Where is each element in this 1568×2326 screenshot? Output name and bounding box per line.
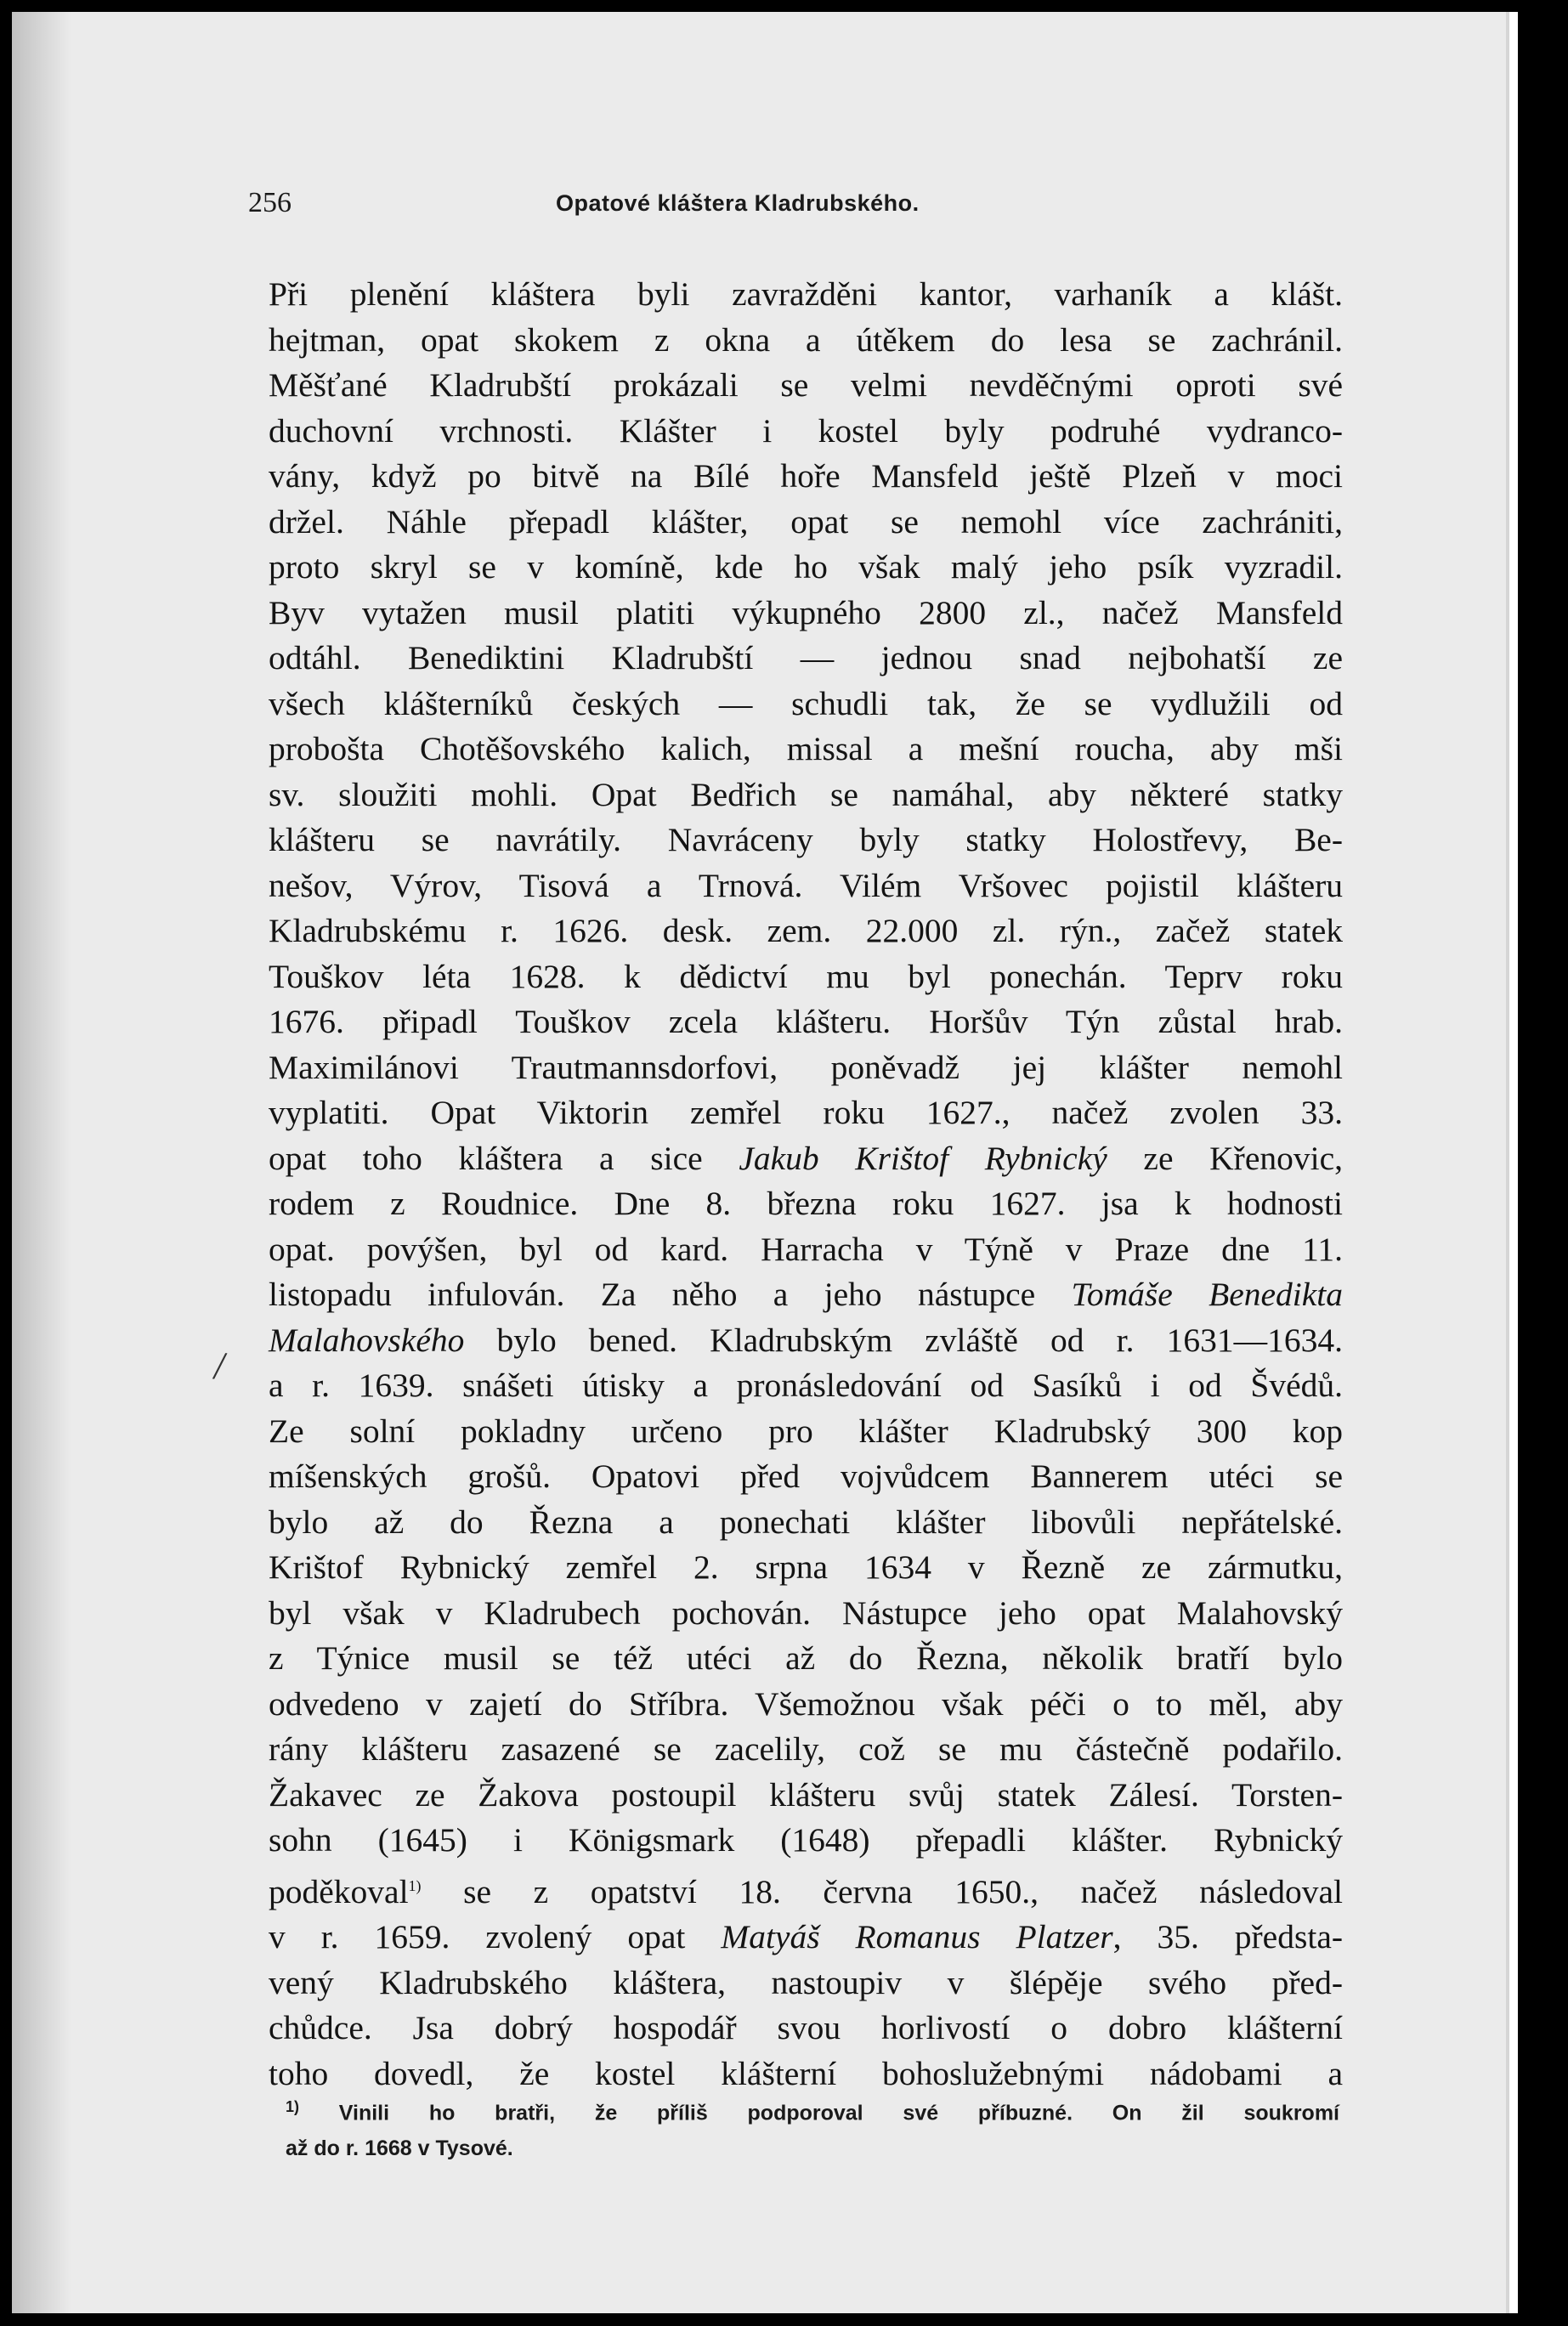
text-line: 1676. připadl Touškov zcela klášteru. Horšův Týn zůstal hrab.: [269, 1003, 1343, 1040]
footnote-reference: 1): [408, 1876, 422, 1894]
text-line: všech klášterníků českých — schudli tak, že se vydlužili od: [269, 684, 1343, 722]
body-text: [269, 272, 1343, 2097]
text-line: [269, 1136, 1343, 1182]
text-fragment: listopadu infulován. Za něho a jeho nástupce: [269, 1276, 1072, 1313]
text-line: toho dovedl, že kostel klášterní bohoslužebnými nádobami a: [269, 2054, 1343, 2092]
text-line: odvedeno v zajetí do Stříbra. Všemožnou však péči o to měl, aby: [269, 1684, 1343, 1723]
text-fragment: v r. 1659. zvolený opat: [269, 1918, 722, 1956]
text-line: probošta Chotěšovského kalich, missal a mešní roucha, aby mši: [269, 730, 1343, 767]
italic-name: Matyáš Romanus Platzer: [721, 1918, 1113, 1956]
text-line: sohn (1645) i Königsmark (1648) přepadli klášter. Rybnický: [269, 1821, 1343, 1859]
running-head: Opatové kláštera Kladrubského.: [556, 190, 920, 216]
footnotes: [286, 2089, 1339, 2166]
footnote-line: až do r. 1668 v Tysové.: [286, 2136, 513, 2161]
text-line: rodem z Roudnice. Dne 8. března roku 1627. jsa k hodnosti: [269, 1185, 1343, 1222]
text-line: Krištof Rybnický zemřel 2. srpna 1634 v Řezně ze zármutku,: [269, 1548, 1343, 1586]
text-fragment: se z opatství 18. června 1650., načež následoval: [421, 1872, 1343, 1910]
text-fragment: poděkoval: [269, 1872, 409, 1910]
text-line: Měšťané Kladrubští prokázali se velmi nevděčnými oproti své: [269, 366, 1343, 404]
italic-name: Tomáše Benedikta: [1071, 1276, 1343, 1313]
book-page: [12, 12, 1518, 2313]
text-line: a r. 1639. snášeti útisky a pronásledování od Sasíků i od Švédů.: [269, 1367, 1343, 1404]
text-line: Maximilánovi Trautmannsdorfovi, poněvadž jej klášter nemohl: [269, 1048, 1343, 1086]
footnote-mark: 1): [286, 2098, 300, 2115]
page-number: 256: [248, 187, 292, 218]
footnote-text: Vinili ho bratři, že příliš podporoval své příbuzné. On žil soukromí: [299, 2101, 1339, 2125]
text-fragment: opat toho kláštera a sice: [269, 1139, 739, 1177]
text-fragment: bylo bened. Kladrubským zvláště od r. 1631—1634.: [464, 1321, 1343, 1359]
text-line: Byv vytažen musil platiti výkupného 2800 zl., načež Mansfeld: [269, 593, 1343, 631]
text-line: [269, 1318, 1343, 1364]
text-line: Při plenění kláštera byli zavražděni kantor, varhaník a klášt.: [269, 275, 1343, 313]
margin-pencil-mark: /: [211, 1343, 229, 1389]
text-line: byl však v Kladrubech pochován. Nástupce jeho opat Malahovský: [269, 1593, 1343, 1632]
text-line: vený Kladrubského kláštera, nastoupiv v šlépěje svého před-: [269, 1963, 1343, 2001]
italic-name: Jakub Krištof Rybnický: [739, 1139, 1107, 1177]
text-line: bylo až do Řezna a ponechati klášter libovůli nepřátelské.: [269, 1503, 1343, 1541]
text-line: duchovní vrchnosti. Klášter i kostel byly podruhé vydranco-: [269, 411, 1343, 450]
text-line: z Týnice musil se též utéci až do Řezna, několik bratří bylo: [269, 1639, 1343, 1677]
text-line: rány klášteru zasazené se zacelily, což se mu částečně podařilo.: [269, 1730, 1343, 1768]
page-header: [248, 187, 1353, 229]
text-line: míšenských grošů. Opatovi před vojvůdcem Bannerem utéci se: [269, 1457, 1343, 1495]
text-line: vány, když po bitvě na Bílé hoře Mansfeld ještě Plzeň v moci: [269, 457, 1343, 495]
text-line: [269, 1915, 1343, 1961]
text-line: držel. Náhle přepadl klášter, opat se nemohl více zachrániti,: [269, 502, 1343, 540]
text-line: sv. sloužiti mohli. Opat Bedřich se namáhal, aby některé statky: [269, 775, 1343, 813]
text-line: proto skryl se v komíně, kde ho však malý jeho psík vyzradil.: [269, 548, 1343, 586]
text-fragment: , 35. předsta-: [1112, 1918, 1343, 1956]
text-line: Ze solní pokladny určeno pro klášter Kladrubský 300 kop: [269, 1412, 1343, 1450]
italic-name: Malahovského: [269, 1321, 465, 1359]
text-line: nešov, Výrov, Tisová a Trnová. Vilém Vršovec pojistil klášteru: [269, 866, 1343, 904]
text-line: [269, 1864, 1343, 1916]
text-line: Touškov léta 1628. k dědictví mu byl ponechán. Teprv roku: [269, 957, 1343, 995]
text-fragment: ze Křenovic,: [1107, 1139, 1344, 1177]
text-line: [269, 1272, 1343, 1318]
text-line: Žakavec ze Žakova postoupil klášteru svůj statek Zálesí. Torsten-: [269, 1775, 1343, 1814]
scan-edge: [1506, 12, 1509, 2313]
text-line: Kladrubskému r. 1626. desk. zem. 22.000 zl. rýn., začež statek: [269, 912, 1343, 949]
footnote-line: [286, 2089, 1339, 2131]
text-line: klášteru se navrátily. Navráceny byly statky Holostřevy, Be-: [269, 821, 1343, 858]
text-line: chůdce. Jsa dobrý hospodář svou horlivostí o dobro klášterní: [269, 2009, 1343, 2047]
text-line: opat. povýšen, byl od kard. Harracha v Týně v Praze dne 11.: [269, 1230, 1343, 1268]
text-line: odtáhl. Benediktini Kladrubští — jednou snad nejbohatší ze: [269, 639, 1343, 676]
text-line: vyplatiti. Opat Viktorin zemřel roku 1627., načež zvolen 33.: [269, 1094, 1343, 1131]
text-line: hejtman, opat skokem z okna a útěkem do lesa se zachránil.: [269, 320, 1343, 359]
